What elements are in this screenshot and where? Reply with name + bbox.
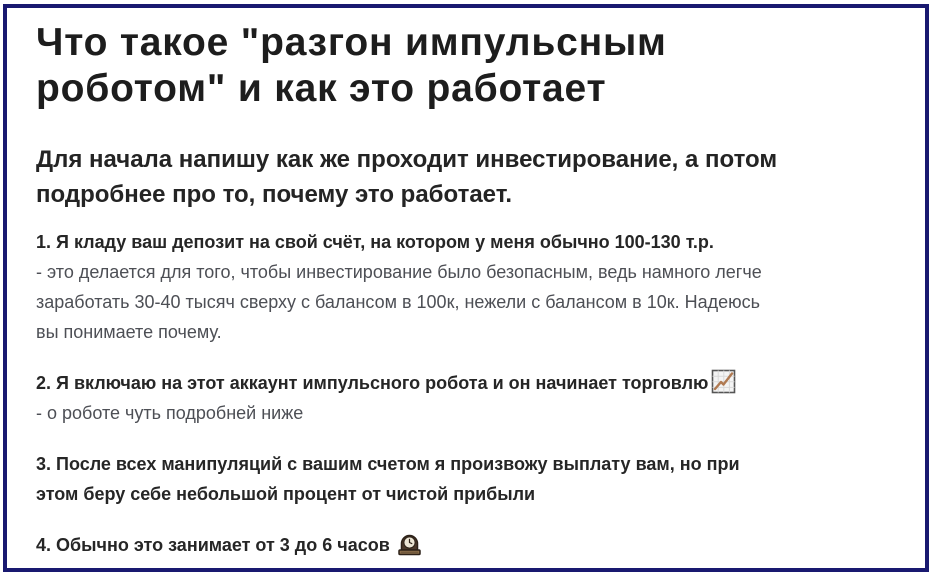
step-1-heading: 1. Я кладу ваш депозит на свой счёт, на котором у меня обычно 100-130 т.р. [36,232,714,252]
article-frame [3,4,929,572]
step-2-body: - о роботе чуть подробней ниже [36,403,304,423]
step-3-heading: 3. После всех манипуляций с вашим счетом я произвожу выплату вам, но при этом беру себе небольшой процент от чистой прибыли [36,454,740,504]
step-1-body: - это делается для того, чтобы инвестирование было безопасным, ведь намного легче заработать 30-40 тысяч сверху с балансом в 100к, нежели с балансом в 10к. Надеюсь вы понимаете почему. [36,262,762,342]
chart-increasing-icon [711,369,736,394]
step-1 [36,227,897,347]
step-4-heading: 4. Обычно это занимает от 3 до 6 часов [36,535,390,555]
step-2 [36,368,897,428]
step-3 [36,449,897,509]
step-4 [36,530,897,560]
step-2-heading: 2. Я включаю на этот аккаунт импульсного робота и он начинает торговлю [36,373,709,393]
mantel-clock-icon [397,531,422,557]
page-title: Что такое "разгон импульсным роботом" и как это работает [36,21,667,110]
intro-heading: Для начала напишу как же проходит инвестирование, а потом подробнее про то, почему это работает. [36,146,778,208]
